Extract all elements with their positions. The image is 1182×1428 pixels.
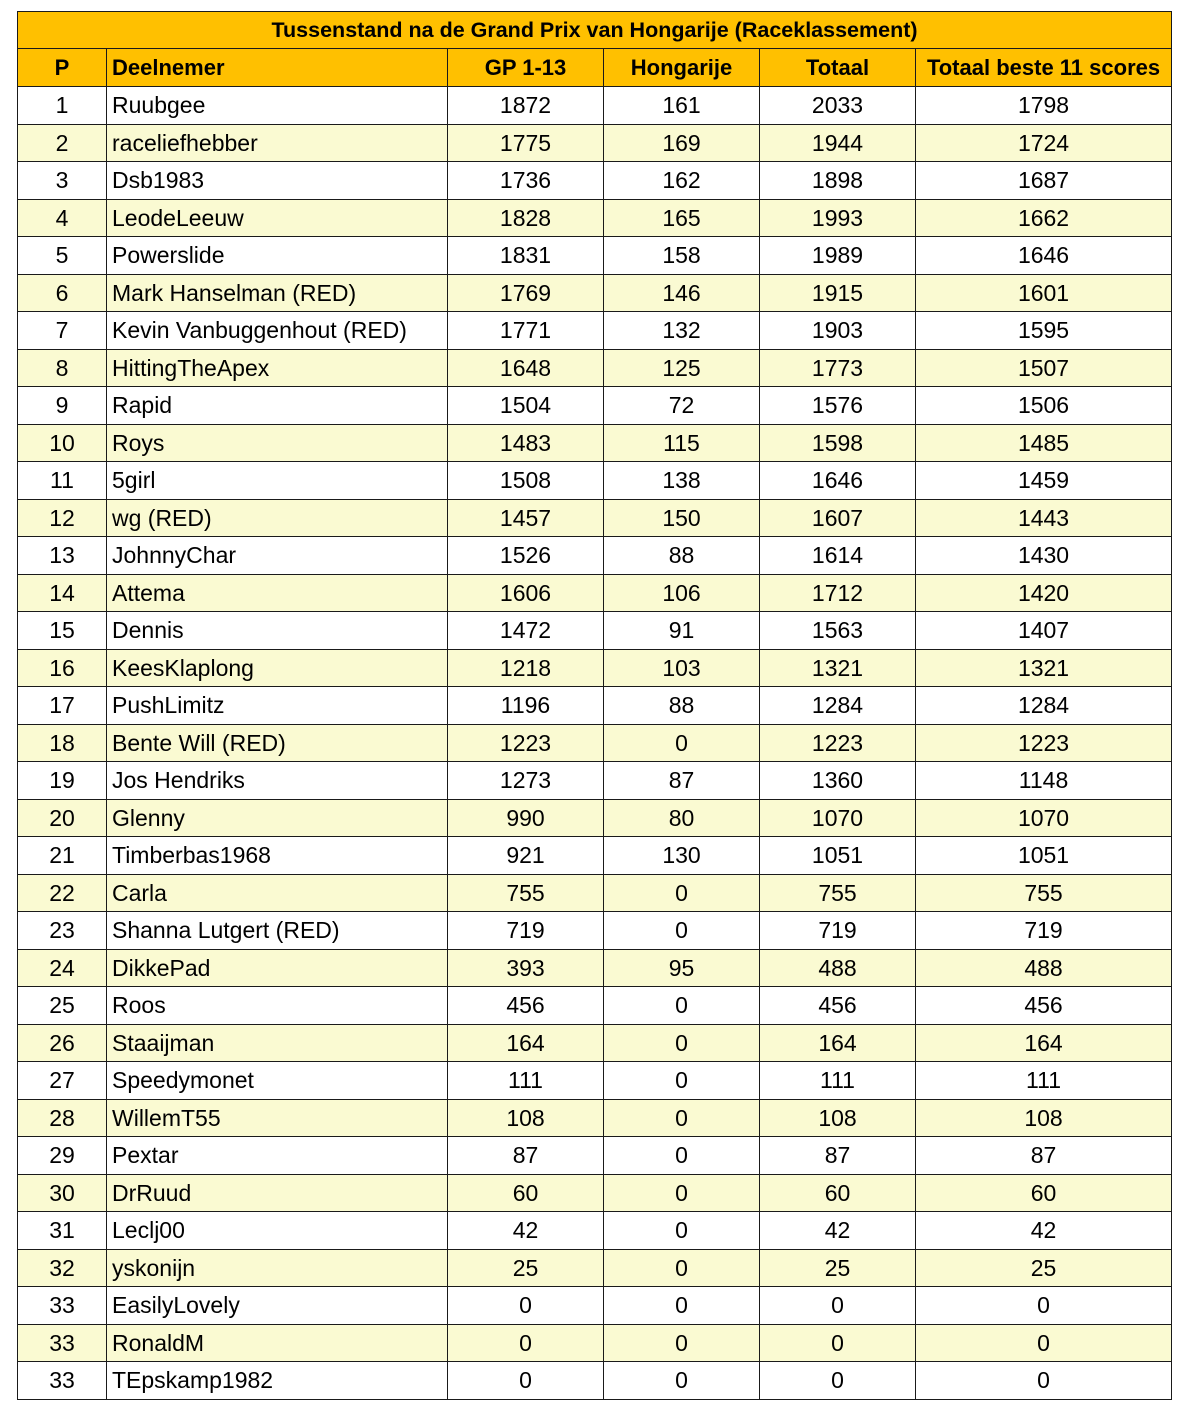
cell-hungary: 91: [604, 612, 760, 650]
cell-best-11-total: 1443: [916, 499, 1172, 537]
cell-gp-1-13: 0: [448, 1362, 604, 1400]
cell-total: 1598: [760, 424, 916, 462]
cell-participant: Jos Hendriks: [107, 762, 448, 800]
cell-total: 87: [760, 1137, 916, 1175]
cell-best-11-total: 1485: [916, 424, 1172, 462]
cell-position: 27: [18, 1062, 107, 1100]
cell-best-11-total: 1223: [916, 724, 1172, 762]
cell-participant: 5girl: [107, 462, 448, 500]
header-best-11-total[interactable]: Totaal beste 11 scores: [916, 49, 1172, 87]
cell-participant: Dennis: [107, 612, 448, 650]
cell-participant: PushLimitz: [107, 687, 448, 725]
cell-total: 456: [760, 987, 916, 1025]
cell-hungary: 0: [604, 1099, 760, 1137]
cell-hungary: 158: [604, 237, 760, 275]
cell-participant: DrRuud: [107, 1174, 448, 1212]
table-row: [18, 87, 1172, 125]
cell-gp-1-13: 0: [448, 1287, 604, 1325]
header-position[interactable]: P: [18, 49, 107, 87]
cell-gp-1-13: 1504: [448, 387, 604, 425]
cell-hungary: 125: [604, 349, 760, 387]
cell-best-11-total: 1051: [916, 837, 1172, 875]
title-row: [18, 12, 1172, 49]
cell-gp-1-13: 1273: [448, 762, 604, 800]
cell-total: 1915: [760, 274, 916, 312]
cell-participant: raceliefhebber: [107, 124, 448, 162]
cell-participant: Staaijman: [107, 1024, 448, 1062]
table-row: [18, 1174, 1172, 1212]
cell-hungary: 132: [604, 312, 760, 350]
cell-position: 13: [18, 537, 107, 575]
cell-best-11-total: 87: [916, 1137, 1172, 1175]
cell-total: 108: [760, 1099, 916, 1137]
cell-hungary: 165: [604, 199, 760, 237]
cell-total: 1989: [760, 237, 916, 275]
cell-total: 1321: [760, 649, 916, 687]
cell-position: 16: [18, 649, 107, 687]
cell-gp-1-13: 393: [448, 949, 604, 987]
cell-position: 25: [18, 987, 107, 1025]
cell-gp-1-13: 25: [448, 1249, 604, 1287]
cell-best-11-total: 1724: [916, 124, 1172, 162]
cell-participant: Roys: [107, 424, 448, 462]
cell-position: 17: [18, 687, 107, 725]
cell-hungary: 115: [604, 424, 760, 462]
cell-participant: WillemT55: [107, 1099, 448, 1137]
cell-participant: JohnnyChar: [107, 537, 448, 575]
cell-best-11-total: 1646: [916, 237, 1172, 275]
cell-hungary: 0: [604, 1362, 760, 1400]
cell-participant: KeesKlaplong: [107, 649, 448, 687]
cell-position: 28: [18, 1099, 107, 1137]
cell-position: 4: [18, 199, 107, 237]
cell-participant: DikkePad: [107, 949, 448, 987]
cell-total: 0: [760, 1362, 916, 1400]
cell-gp-1-13: 456: [448, 987, 604, 1025]
cell-gp-1-13: 1736: [448, 162, 604, 200]
cell-best-11-total: 1148: [916, 762, 1172, 800]
header-participant[interactable]: Deelnemer: [107, 49, 448, 87]
cell-participant: Leclj00: [107, 1212, 448, 1250]
cell-hungary: 169: [604, 124, 760, 162]
cell-total: 1576: [760, 387, 916, 425]
cell-hungary: 130: [604, 837, 760, 875]
cell-participant: Shanna Lutgert (RED): [107, 912, 448, 950]
table-row: [18, 987, 1172, 1025]
table-row: [18, 1287, 1172, 1325]
cell-total: 719: [760, 912, 916, 950]
cell-best-11-total: 1459: [916, 462, 1172, 500]
cell-participant: Dsb1983: [107, 162, 448, 200]
cell-best-11-total: 1507: [916, 349, 1172, 387]
table-row: [18, 387, 1172, 425]
cell-position: 3: [18, 162, 107, 200]
table-row: [18, 274, 1172, 312]
cell-position: 29: [18, 1137, 107, 1175]
table-row: [18, 1024, 1172, 1062]
cell-best-11-total: 1321: [916, 649, 1172, 687]
cell-participant: Kevin Vanbuggenhout (RED): [107, 312, 448, 350]
cell-gp-1-13: 87: [448, 1137, 604, 1175]
cell-hungary: 0: [604, 912, 760, 950]
cell-position: 15: [18, 612, 107, 650]
table-row: [18, 874, 1172, 912]
cell-total: 755: [760, 874, 916, 912]
cell-hungary: 72: [604, 387, 760, 425]
table-row: [18, 199, 1172, 237]
cell-total: 42: [760, 1212, 916, 1250]
cell-hungary: 103: [604, 649, 760, 687]
cell-total: 1614: [760, 537, 916, 575]
table-row: [18, 724, 1172, 762]
cell-position: 22: [18, 874, 107, 912]
cell-hungary: 150: [604, 499, 760, 537]
cell-participant: Ruubgee: [107, 87, 448, 125]
cell-position: 1: [18, 87, 107, 125]
cell-participant: wg (RED): [107, 499, 448, 537]
cell-total: 1773: [760, 349, 916, 387]
cell-hungary: 0: [604, 724, 760, 762]
cell-total: 1563: [760, 612, 916, 650]
cell-total: 1607: [760, 499, 916, 537]
cell-hungary: 87: [604, 762, 760, 800]
cell-gp-1-13: 1771: [448, 312, 604, 350]
cell-total: 1070: [760, 799, 916, 837]
cell-total: 2033: [760, 87, 916, 125]
cell-participant: Attema: [107, 574, 448, 612]
cell-position: 33: [18, 1287, 107, 1325]
cell-participant: yskonijn: [107, 1249, 448, 1287]
cell-best-11-total: 456: [916, 987, 1172, 1025]
table-row: [18, 424, 1172, 462]
cell-gp-1-13: 1526: [448, 537, 604, 575]
cell-best-11-total: 1420: [916, 574, 1172, 612]
cell-total: 1051: [760, 837, 916, 875]
cell-total: 0: [760, 1324, 916, 1362]
cell-participant: Glenny: [107, 799, 448, 837]
cell-total: 25: [760, 1249, 916, 1287]
cell-best-11-total: 1601: [916, 274, 1172, 312]
header-row: [18, 49, 1172, 87]
cell-gp-1-13: 1483: [448, 424, 604, 462]
cell-gp-1-13: 1606: [448, 574, 604, 612]
table-row: [18, 1362, 1172, 1400]
cell-hungary: 138: [604, 462, 760, 500]
table-row: [18, 124, 1172, 162]
cell-hungary: 106: [604, 574, 760, 612]
cell-gp-1-13: 1648: [448, 349, 604, 387]
header-hungary[interactable]: Hongarije: [604, 49, 760, 87]
cell-position: 33: [18, 1362, 107, 1400]
cell-total: 111: [760, 1062, 916, 1100]
cell-best-11-total: 1284: [916, 687, 1172, 725]
cell-position: 20: [18, 799, 107, 837]
cell-total: 1898: [760, 162, 916, 200]
cell-hungary: 0: [604, 1024, 760, 1062]
cell-position: 6: [18, 274, 107, 312]
cell-hungary: 161: [604, 87, 760, 125]
table-row: [18, 537, 1172, 575]
cell-gp-1-13: 1508: [448, 462, 604, 500]
cell-position: 9: [18, 387, 107, 425]
cell-hungary: 162: [604, 162, 760, 200]
cell-position: 23: [18, 912, 107, 950]
cell-best-11-total: 1430: [916, 537, 1172, 575]
table-row: [18, 1212, 1172, 1250]
table-row: [18, 237, 1172, 275]
header-total[interactable]: Totaal: [760, 49, 916, 87]
cell-hungary: 95: [604, 949, 760, 987]
cell-total: 1646: [760, 462, 916, 500]
cell-position: 14: [18, 574, 107, 612]
cell-position: 18: [18, 724, 107, 762]
cell-best-11-total: 0: [916, 1287, 1172, 1325]
cell-gp-1-13: 0: [448, 1324, 604, 1362]
table-row: [18, 312, 1172, 350]
cell-participant: RonaldM: [107, 1324, 448, 1362]
cell-total: 0: [760, 1287, 916, 1325]
cell-position: 24: [18, 949, 107, 987]
cell-position: 10: [18, 424, 107, 462]
cell-best-11-total: 719: [916, 912, 1172, 950]
cell-hungary: 0: [604, 1174, 760, 1212]
cell-hungary: 0: [604, 1062, 760, 1100]
table-row: [18, 1249, 1172, 1287]
cell-best-11-total: 1407: [916, 612, 1172, 650]
cell-gp-1-13: 1223: [448, 724, 604, 762]
cell-total: 1944: [760, 124, 916, 162]
cell-position: 32: [18, 1249, 107, 1287]
table-row: [18, 462, 1172, 500]
cell-hungary: 0: [604, 1287, 760, 1325]
cell-best-11-total: 60: [916, 1174, 1172, 1212]
cell-gp-1-13: 1457: [448, 499, 604, 537]
cell-gp-1-13: 921: [448, 837, 604, 875]
cell-position: 19: [18, 762, 107, 800]
cell-best-11-total: 1070: [916, 799, 1172, 837]
cell-gp-1-13: 1769: [448, 274, 604, 312]
cell-total: 1712: [760, 574, 916, 612]
cell-participant: Speedymonet: [107, 1062, 448, 1100]
cell-hungary: 146: [604, 274, 760, 312]
cell-position: 7: [18, 312, 107, 350]
cell-participant: Mark Hanselman (RED): [107, 274, 448, 312]
cell-best-11-total: 0: [916, 1362, 1172, 1400]
table-row: [18, 1137, 1172, 1175]
cell-gp-1-13: 1196: [448, 687, 604, 725]
cell-participant: Roos: [107, 987, 448, 1025]
standings-sheet: [17, 11, 1171, 1400]
cell-hungary: 88: [604, 537, 760, 575]
cell-total: 1360: [760, 762, 916, 800]
table-row: [18, 1324, 1172, 1362]
cell-hungary: 0: [604, 1212, 760, 1250]
cell-position: 33: [18, 1324, 107, 1362]
cell-hungary: 80: [604, 799, 760, 837]
header-gp-1-13[interactable]: GP 1-13: [448, 49, 604, 87]
table-row: [18, 499, 1172, 537]
cell-position: 31: [18, 1212, 107, 1250]
cell-position: 30: [18, 1174, 107, 1212]
cell-gp-1-13: 990: [448, 799, 604, 837]
cell-position: 8: [18, 349, 107, 387]
cell-position: 5: [18, 237, 107, 275]
table-row: [18, 837, 1172, 875]
cell-gp-1-13: 108: [448, 1099, 604, 1137]
cell-total: 1903: [760, 312, 916, 350]
table-row: [18, 1099, 1172, 1137]
table-row: [18, 162, 1172, 200]
cell-best-11-total: 108: [916, 1099, 1172, 1137]
cell-gp-1-13: 755: [448, 874, 604, 912]
table-row: [18, 912, 1172, 950]
cell-total: 1284: [760, 687, 916, 725]
cell-gp-1-13: 1828: [448, 199, 604, 237]
cell-gp-1-13: 164: [448, 1024, 604, 1062]
cell-gp-1-13: 60: [448, 1174, 604, 1212]
cell-hungary: 0: [604, 1249, 760, 1287]
cell-participant: LeodeLeeuw: [107, 199, 448, 237]
cell-best-11-total: 1798: [916, 87, 1172, 125]
table-row: [18, 612, 1172, 650]
cell-best-11-total: 1506: [916, 387, 1172, 425]
table-title: Tussenstand na de Grand Prix van Hongarije (Raceklassement): [18, 12, 1172, 49]
cell-position: 12: [18, 499, 107, 537]
cell-participant: Bente Will (RED): [107, 724, 448, 762]
cell-participant: Rapid: [107, 387, 448, 425]
cell-hungary: 0: [604, 1137, 760, 1175]
cell-hungary: 88: [604, 687, 760, 725]
cell-hungary: 0: [604, 987, 760, 1025]
cell-participant: HittingTheApex: [107, 349, 448, 387]
cell-total: 60: [760, 1174, 916, 1212]
cell-participant: Powerslide: [107, 237, 448, 275]
cell-gp-1-13: 1472: [448, 612, 604, 650]
cell-best-11-total: 488: [916, 949, 1172, 987]
cell-best-11-total: 164: [916, 1024, 1172, 1062]
cell-best-11-total: 42: [916, 1212, 1172, 1250]
cell-participant: Timberbas1968: [107, 837, 448, 875]
cell-gp-1-13: 719: [448, 912, 604, 950]
cell-participant: TEpskamp1982: [107, 1362, 448, 1400]
cell-gp-1-13: 111: [448, 1062, 604, 1100]
cell-best-11-total: 25: [916, 1249, 1172, 1287]
cell-total: 488: [760, 949, 916, 987]
cell-best-11-total: 1662: [916, 199, 1172, 237]
cell-best-11-total: 111: [916, 1062, 1172, 1100]
cell-gp-1-13: 1775: [448, 124, 604, 162]
cell-participant: Carla: [107, 874, 448, 912]
table-row: [18, 1062, 1172, 1100]
table-row: [18, 949, 1172, 987]
cell-hungary: 0: [604, 874, 760, 912]
cell-gp-1-13: 1218: [448, 649, 604, 687]
cell-gp-1-13: 1831: [448, 237, 604, 275]
table-row: [18, 349, 1172, 387]
table-row: [18, 687, 1172, 725]
table-row: [18, 649, 1172, 687]
cell-best-11-total: 0: [916, 1324, 1172, 1362]
cell-gp-1-13: 42: [448, 1212, 604, 1250]
cell-hungary: 0: [604, 1324, 760, 1362]
cell-position: 11: [18, 462, 107, 500]
cell-total: 1223: [760, 724, 916, 762]
standings-body: [18, 87, 1172, 1400]
table-row: [18, 574, 1172, 612]
cell-participant: EasilyLovely: [107, 1287, 448, 1325]
table-row: [18, 799, 1172, 837]
cell-position: 21: [18, 837, 107, 875]
cell-best-11-total: 1687: [916, 162, 1172, 200]
cell-best-11-total: 1595: [916, 312, 1172, 350]
cell-gp-1-13: 1872: [448, 87, 604, 125]
cell-total: 1993: [760, 199, 916, 237]
cell-total: 164: [760, 1024, 916, 1062]
cell-position: 2: [18, 124, 107, 162]
cell-participant: Pextar: [107, 1137, 448, 1175]
table-row: [18, 762, 1172, 800]
cell-position: 26: [18, 1024, 107, 1062]
cell-best-11-total: 755: [916, 874, 1172, 912]
standings-table: [17, 11, 1172, 1400]
